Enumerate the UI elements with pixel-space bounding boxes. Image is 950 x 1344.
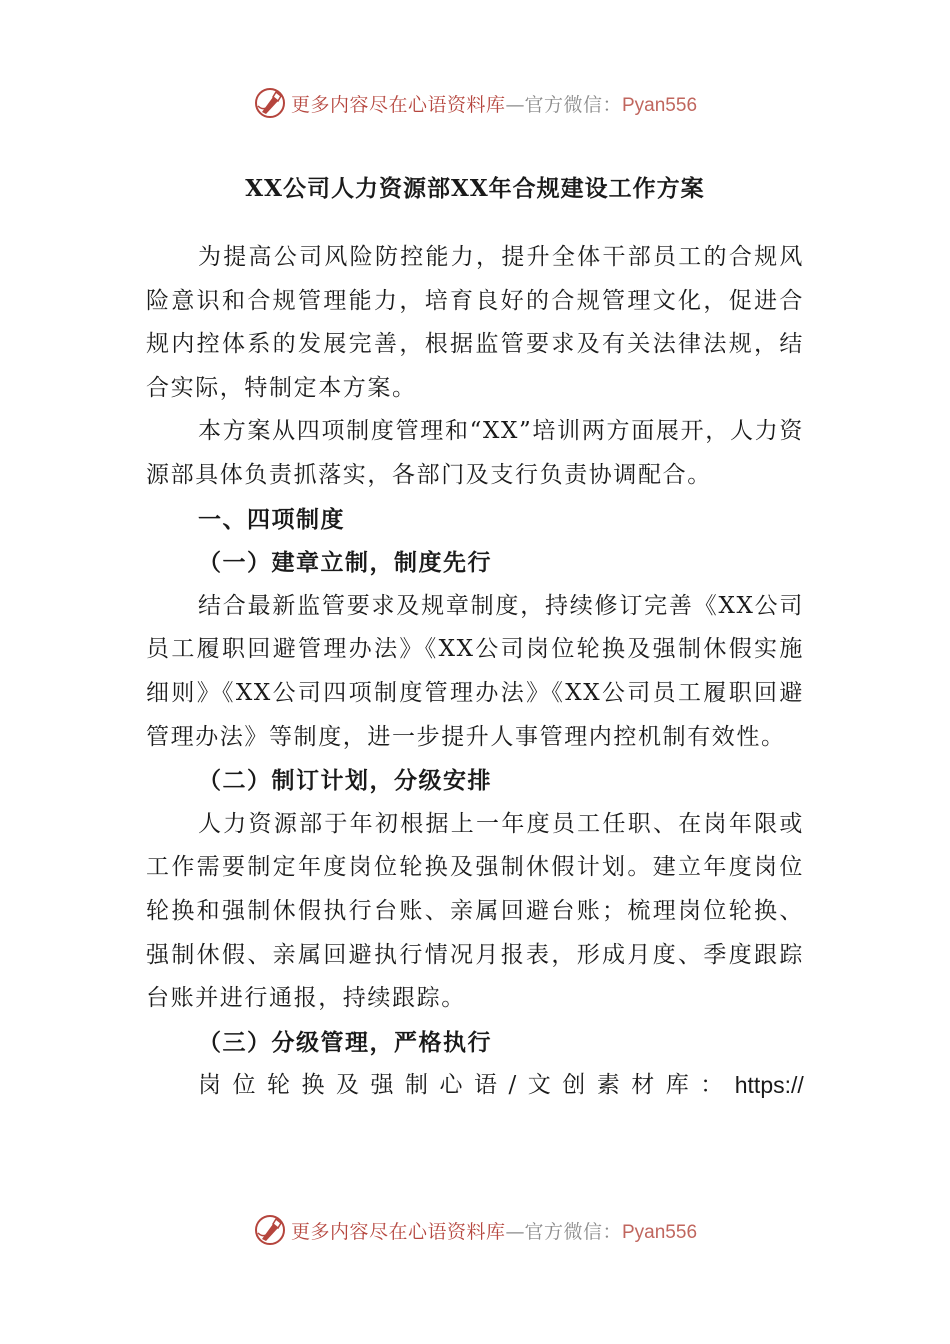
char: 强: [370, 1072, 394, 1099]
char: 素: [596, 1072, 620, 1099]
watermark-sub: 官方微信：: [524, 1220, 622, 1243]
char: 文: [527, 1072, 551, 1099]
char: ：: [700, 1072, 724, 1099]
subsection-2-body: 人力资源部于年初根据上一年度员工任职、在岗年限或工作需要制定年度岗位轮换及强制休假计划。建立年度岗位轮换和强制休假执行台账、亲属回避台账；梳理岗位轮换、强制休假、亲属回避执行情况月报表，形成月度、季度跟踪台账并进行通报，持续跟踪。: [146, 810, 804, 1012]
char: 库: [665, 1072, 689, 1099]
section-1-heading: 一、四项制度: [198, 505, 345, 533]
watermark-sub: 官方微信：: [524, 93, 622, 116]
pen-nib-logo-icon: [253, 86, 287, 120]
pen-nib-logo-icon: [253, 1213, 287, 1247]
subsection-3-body: [146, 1064, 804, 1108]
watermark-wechat: Pyan556: [622, 1221, 698, 1243]
subsection-3-heading: （三）分级管理，严格执行: [198, 1028, 492, 1056]
subsection-1-heading: （一）建章立制，制度先行: [198, 549, 492, 577]
watermark-main: 更多内容尽在心语资料库: [290, 1220, 506, 1243]
subsection-2-heading: （二）制订计划，分级安排: [198, 767, 492, 795]
header-watermark: [0, 83, 950, 123]
char: 及: [336, 1072, 359, 1099]
watermark-wechat: Pyan556: [622, 94, 698, 116]
subsection-1-body: 结合最新监管要求及规章制度，持续修订完善《XX公司员工履职回避管理办法》《XX公司岗位轮换及强制休假实施细则》《XX公司四项制度管理办法》《XX公司员工履职回避管理办法》等制度，进一步提升人事管理内控机制有效性。: [146, 592, 804, 750]
char: /: [508, 1072, 517, 1099]
url-text: https://: [734, 1072, 804, 1099]
watermark-dash: —: [505, 93, 525, 116]
char: 材: [631, 1072, 655, 1099]
watermark-text: [291, 1217, 697, 1244]
watermark-text: [291, 90, 697, 117]
document-title: XX公司人力资源部XX年合规建设工作方案: [245, 175, 705, 202]
watermark-dash: —: [505, 1220, 525, 1243]
char: 轮: [267, 1072, 290, 1099]
footer-watermark: [0, 1210, 950, 1250]
char: 位: [232, 1072, 256, 1099]
char: 制: [405, 1072, 428, 1099]
char: 换: [301, 1072, 325, 1099]
intro-paragraph-1: 为提高公司风险防控能力，提升全体干部员工的合规风险意识和合规管理能力，培育良好的合规管理文化，促进合规内控体系的发展完善，根据监管要求及有关法律法规，结合实际，特制定本方案。: [146, 244, 804, 401]
char: 语: [474, 1072, 497, 1099]
watermark-main: 更多内容尽在心语资料库: [290, 93, 506, 116]
document-body: [146, 236, 804, 1108]
char: 岗: [198, 1072, 221, 1099]
char: 创: [562, 1072, 586, 1099]
intro-paragraph-2: 本方案从四项制度管理和“XX”培训两方面展开，人力资源部具体负责抓落实，各部门及支行负责协调配合。: [146, 418, 804, 488]
char: 心: [439, 1072, 463, 1099]
